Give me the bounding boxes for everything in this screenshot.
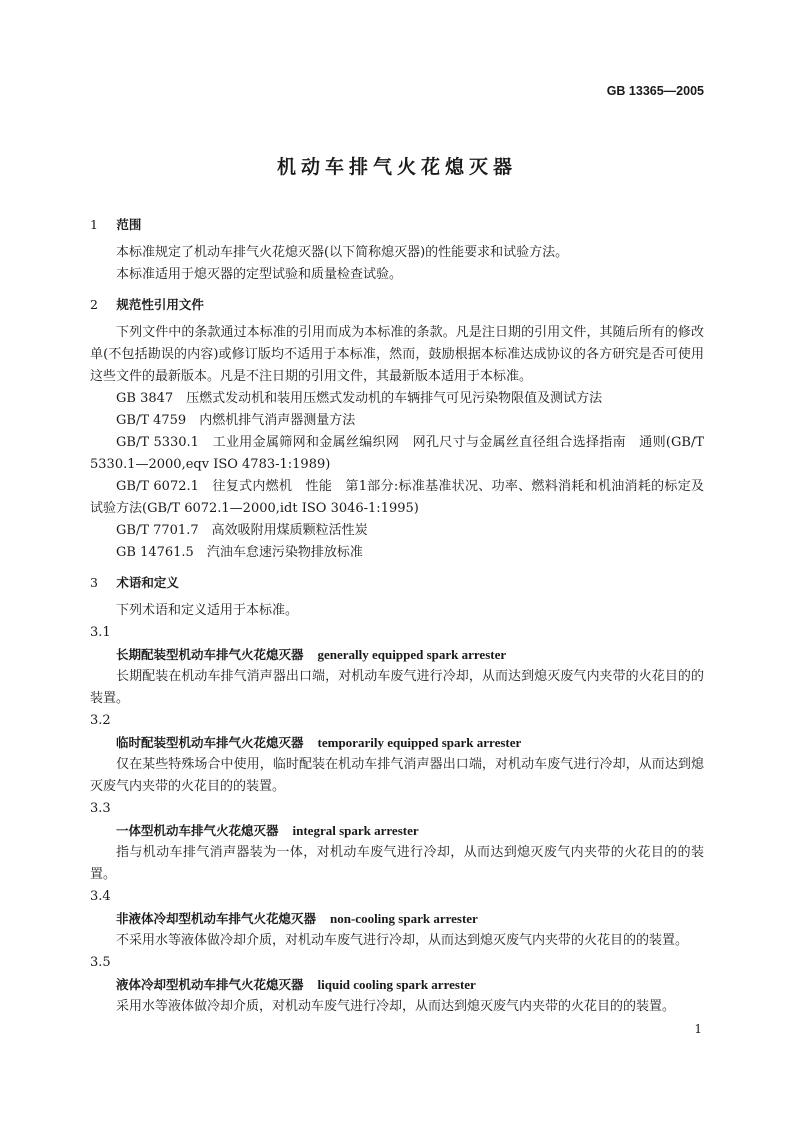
- term-heading: [90, 644, 704, 666]
- section-title: 范围: [116, 217, 142, 232]
- section-number: 2: [90, 297, 98, 312]
- section-heading-terms: [90, 572, 704, 594]
- term-definition: 仅在某些特殊场合中使用，临时配装在机动车排气消声器出口端，对机动车废气进行冷却，从而达到熄灭废气内夹带的火花目的的装置。: [90, 757, 704, 794]
- reference-item: GB 14761.5 汽油车怠速污染物排放标准: [116, 545, 363, 560]
- section-number: 1: [90, 217, 98, 232]
- term-definition: 采用水等液体做冷却介质，对机动车废气进行冷却，从而达到熄灭废气内夹带的火花目的的装置。: [116, 999, 676, 1014]
- term-heading: [90, 908, 704, 930]
- term-en: non-cooling spark arrester: [330, 911, 478, 926]
- clause-number: 3.2: [90, 713, 111, 728]
- clause-number: 3.1: [90, 625, 111, 640]
- clause-number: 3.5: [90, 955, 111, 970]
- term-cn: 临时配装型机动车排气火花熄灭器: [116, 735, 304, 750]
- term-definition: 不采用水等液体做冷却介质，对机动车废气进行冷却，从而达到熄灭废气内夹带的火花目的的装置。: [116, 933, 689, 948]
- term-heading: [90, 820, 704, 842]
- term-heading: [90, 974, 704, 996]
- section-number: 3: [90, 575, 98, 590]
- reference-item: GB/T 6072.1 往复式内燃机 性能 第1部分:标准基准状况、功率、燃料消耗和机油消耗的标定及试验方法(GB/T 6072.1—2000,idt ISO 3046-1:1995): [90, 479, 704, 516]
- term-cn: 长期配装型机动车排气火花熄灭器: [116, 647, 304, 662]
- clause-number: 3.4: [90, 889, 111, 904]
- reference-item: GB/T 4759 内燃机排气消声器测量方法: [116, 413, 356, 428]
- section-title: 规范性引用文件: [116, 297, 204, 312]
- term-en: liquid cooling spark arrester: [317, 977, 476, 992]
- section-heading-normative-references: [90, 294, 704, 316]
- term-en: generally equipped spark arrester: [317, 647, 507, 662]
- clause-number: 3.3: [90, 801, 111, 816]
- term-heading: [90, 732, 704, 754]
- term-definition: 长期配装在机动车排气消声器出口端，对机动车废气进行冷却，从而达到熄灭废气内夹带的火花目的的装置。: [90, 669, 704, 706]
- section-heading-scope: [90, 214, 704, 236]
- term-definition: 指与机动车排气消声器装为一体，对机动车废气进行冷却，从而达到熄灭废气内夹带的火花目的的装置。: [90, 845, 704, 882]
- term-cn: 非液体冷却型机动车排气火花熄灭器: [116, 911, 317, 926]
- page-title: 机动车排气火花熄灭器: [276, 156, 517, 178]
- page-number: 1: [694, 1022, 702, 1036]
- paragraph: 本标准规定了机动车排气火花熄灭器(以下简称熄灭器)的性能要求和试验方法。: [116, 245, 569, 260]
- paragraph: 本标准适用于熄灭器的定型试验和质量检查试验。: [116, 267, 403, 282]
- term-cn: 一体型机动车排气火花熄灭器: [116, 823, 279, 838]
- section-title: 术语和定义: [116, 575, 179, 590]
- term-cn: 液体冷却型机动车排气火花熄灭器: [116, 977, 304, 992]
- document-body: [90, 214, 704, 1018]
- reference-item: GB/T 7701.7 高效吸附用煤质颗粒活性炭: [116, 523, 368, 538]
- reference-item: GB 3847 压燃式发动机和装用压燃式发动机的车辆排气可见污染物限值及测试方法: [116, 391, 603, 406]
- paragraph: 下列文件中的条款通过本标准的引用而成为本标准的条款。凡是注日期的引用文件，其随后所有的修改单(不包括勘误的内容)或修订版均不适用于本标准，然而，鼓励根据本标准达成协议的各方研究是否可使用这些文件的最新版本。凡是不注日期的引用文件，其最新版本适用于本标准。: [90, 325, 704, 384]
- paragraph: 下列术语和定义适用于本标准。: [116, 603, 299, 618]
- reference-item: GB/T 5330.1 工业用金属筛网和金属丝编织网 网孔尺寸与金属丝直径组合选择指南 通则(GB/T 5330.1—2000,eqv ISO 4783-1:1989): [90, 435, 704, 472]
- term-en: temporarily equipped spark arrester: [317, 735, 522, 750]
- standard-number: GB 13365—2005: [606, 84, 704, 98]
- term-en: integral spark arrester: [292, 823, 419, 838]
